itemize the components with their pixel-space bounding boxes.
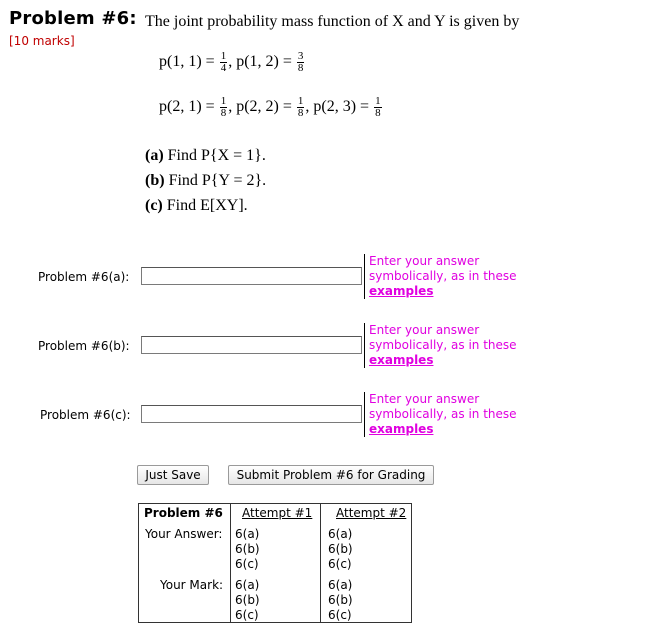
attempt-2-marks: 6(a) 6(b) 6(c) [328,578,353,622]
just-save-button[interactable]: Just Save [137,465,209,485]
attempt-1-answers: 6(a) 6(b) 6(c) [235,527,260,571]
pmf-lhs: p(1, 2) = [236,53,292,71]
answer-label-b: Problem #6(b): [38,339,130,353]
part-a: (a) Find P{X = 1}. [145,147,266,164]
pmf-fraction: $\frac{1}{4}$ [220,50,227,74]
attempt-1-link[interactable]: Attempt #1 [242,506,313,520]
pmf-fraction: $\frac{1}{8}$ [220,95,227,119]
your-answer-label: Your Answer: [145,527,223,541]
attempt-2-link[interactable]: Attempt #2 [336,506,407,520]
attempt-2-answers: 6(a) 6(b) 6(c) [328,527,353,571]
your-mark-label: Your Mark: [160,578,224,592]
pmf-lhs: p(2, 2) = [236,98,292,116]
part-c: (c) Find E[XY]. [145,197,248,214]
examples-link[interactable]: examples [369,353,434,367]
pmf-row-1: p(1, 1) = $\frac{1}{4}$ , p(1, 2) = $\frac{3}{8}$ [159,50,304,74]
examples-link[interactable]: examples [369,284,434,298]
answer-input-a[interactable] [141,267,362,285]
problem-title: Problem #6: [9,8,137,29]
part-b: (b) Find P{Y = 2}. [145,172,267,189]
answer-input-b[interactable] [141,336,362,354]
attempts-header: Problem #6 [144,506,223,520]
examples-link[interactable]: examples [369,422,434,436]
pmf-row-2: p(2, 1) = $\frac{1}{8}$ , p(2, 2) = $\frac{1}{8}$ , p(2, 3) = $\frac{1}{8}$ [159,95,381,119]
submit-grading-button[interactable]: Submit Problem #6 for Grading [228,465,434,485]
problem-statement: The joint probability mass function of X and Y is given by [145,13,520,30]
problem-marks: [10 marks] [9,34,75,48]
attempt-1-marks: 6(a) 6(b) 6(c) [235,578,260,622]
answer-label-a: Problem #6(a): [38,270,130,284]
answer-hint-a: Enter your answer symbolically, as in these examples [364,254,517,299]
attempts-table [138,503,412,623]
pmf-fraction: $\frac{1}{8}$ [375,95,381,119]
pmf-lhs: p(2, 1) = [159,98,215,116]
pmf-lhs: p(1, 1) = [159,53,215,71]
answer-hint-b: Enter your answer symbolically, as in these examples [364,323,517,368]
pmf-fraction: $\frac{1}{8}$ [297,95,304,119]
answer-hint-c: Enter your answer symbolically, as in these examples [364,392,517,437]
pmf-fraction: $\frac{3}{8}$ [297,50,304,74]
answer-input-c[interactable] [141,405,362,423]
answer-label-c: Problem #6(c): [40,408,131,422]
pmf-lhs: p(2, 3) = [313,98,370,116]
